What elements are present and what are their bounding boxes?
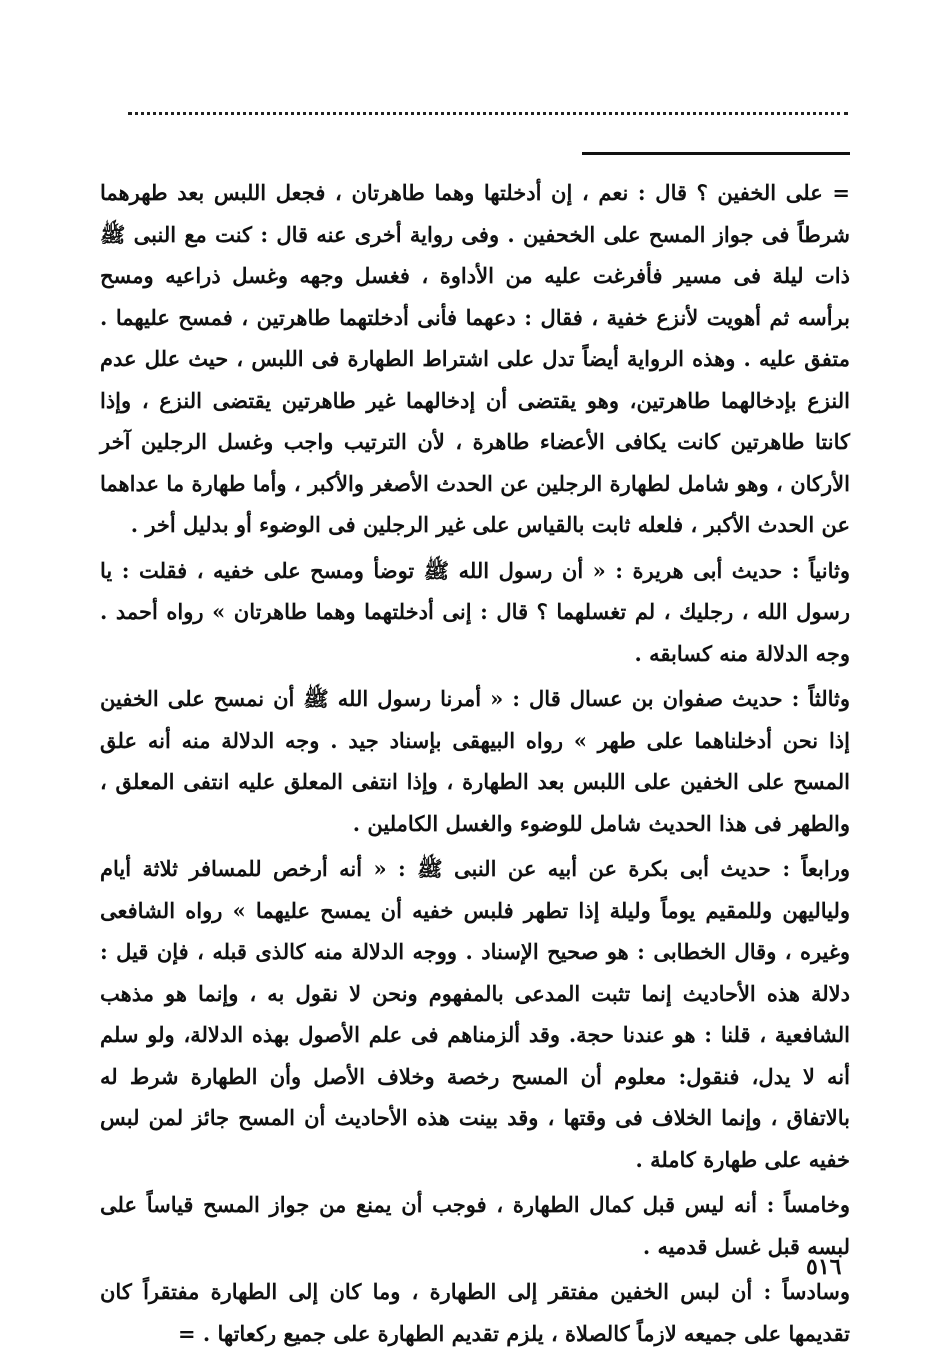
paragraph-text: : أنه ليس قبل كمال الطهارة ، فوجب أن يمنع من جواز المسح قياساً على لبسه قبل غسل قدميه . [100, 1192, 850, 1259]
paragraph-lead: وثالثاً [808, 686, 850, 711]
paragraph-text: : حديث أبى هريرة : « أن رسول الله ﷺ توضأ ومسح على خفيه ، فقلت : يا رسول الله ، رجليك ، لم تغسلهما ؟ قال : إنى أدخلتهما وهما طاهرتان » رواه أحمد . وجه الدلالة منه كسابقه . [100, 557, 850, 666]
paragraph-fifth [100, 1184, 850, 1267]
paragraph-third [100, 678, 850, 844]
header-dotted-rule [128, 112, 848, 115]
paragraph-text: : حديث صفوان بن عسال قال : « أمرنا رسول الله ﷺ أن نمسح على الخفين إذا نحن أدخلناهما على طهر » رواه البيهقى بإسناد جيد . وجه الدلالة منه أنه علق المسح على الخفين على اللبس بعد الطهارة ، وإذا انتفى المعلق عليه انتفى المعلق ، والطهر فى هذا الحديث شامل للوضوء والغسل الكاملين . [100, 686, 850, 836]
paragraph-lead: ورابعاً [801, 856, 850, 881]
paragraph-second [100, 550, 850, 675]
paragraph-fourth [100, 848, 850, 1180]
paragraph-continuation [100, 172, 850, 546]
paragraph-text: : حديث أبى بكرة عن أبيه عن النبى ﷺ : « أنه أرخص للمسافر ثلاثة أيام ولياليهن وللمقيم يوماً وليلة إذا تطهر فلبس خفيه أن يمسح عليهما » رواه الشافعى وغيره ، وقال الخطابى : هو صحيح الإسناد . ووجه الدلالة منه كالذى قبله ، فإن قيل : دلالة هذه الأحاديث إنما تثبت المدعى بالمفهوم ونحن لا نقول به ، وإنما هو مذهب الشافعية ، قلنا : هو عندنا حجة. وقد ألزمناهم فى علم الأصول بهذه الدلالة، ولو سلم أنه لا يدل، فنقول: معلوم أن المسح رخصة وخلاف الأصل وأن الطهارة شرط له بالاتفاق ، وإنما الخلاف فى وقتها ، وقد بينت هذه الأحاديث أن المسح جائز لمن لبس خفيه على طهارة كاملة . [100, 856, 850, 1172]
footnote-separator-rule [582, 152, 850, 155]
paragraph-sixth [100, 1271, 850, 1354]
paragraph-lead: وسادساً [782, 1279, 850, 1304]
paragraph-lead: وخامساً [784, 1192, 850, 1217]
paragraph-lead: وثانياً [809, 557, 850, 583]
paragraph-text: = على الخفين ؟ قال : نعم ، إن أدخلتها وهما طاهرتان ، فجعل اللبس بعد طهرهما شرطاً فى جواز المسح على الخحفين . وفى رواية أخرى عنه قال : كنت مع النبى ﷺ ذات ليلة فى مسير فأفرغت عليه من الأداوة ، فغسل وجهه وغسل ذراعيه ومسح برأسه ثم أهويت لأنزع خفية ، فقال : دعهما فأنى أدخلتهما طاهرتين ، فمسح عليهما . متفق عليه . وهذه الرواية أيضاً تدل على اشتراط الطهارة فى اللبس ، حيث علل عدم النزع بإدخالهما طاهرتين، وهو يقتضى أن إدخالهما غير طاهرتين يقتضى النزع ، وإذا كانتا طاهرتين كانت يكافى الأعضاء طاهرة ، لأن الترتيب واجب وغسل الرجلين آخر الأركان ، وهو شامل لطهارة الرجلين عن الحدث الأصغر والأكبر ، وأما طهارة ما عداهما عن الحدث الأكبر ، فلعله ثابت بالقياس على غير الرجلين فى الوضوء أو بدليل أخر . [100, 180, 850, 537]
page-number: ٥١٦ [806, 1254, 842, 1280]
footnote-text-block [100, 172, 850, 1358]
paragraph-text: : أن لبس الخفين مفتقر إلى الطهارة ، وما كان إلى الطهارة مفتقراً كان تقديمها على جميعه لازماً كالصلاة ، يلزم تقديم الطهارة على جميع ركعاتها . = [100, 1279, 850, 1346]
